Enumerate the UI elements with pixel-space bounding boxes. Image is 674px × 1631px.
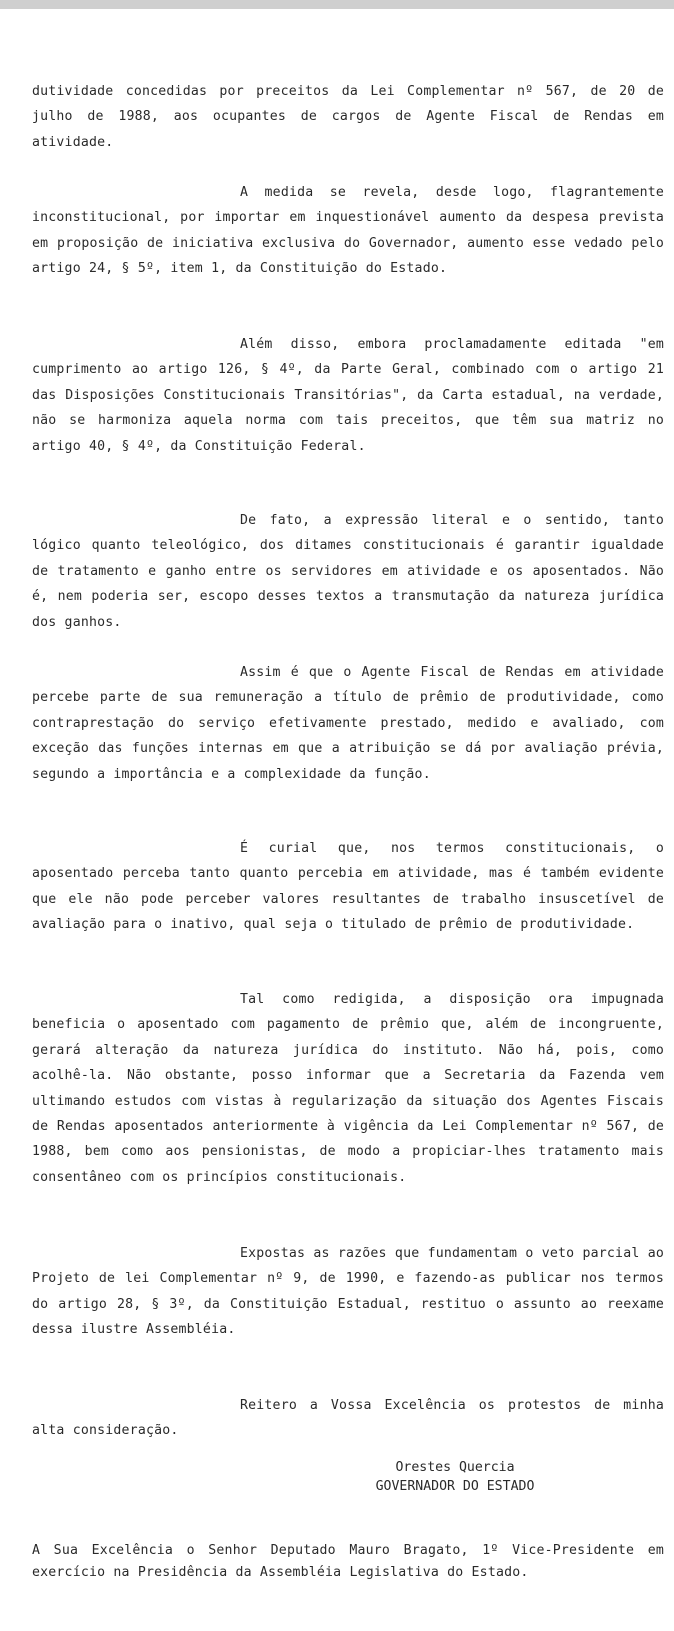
paragraph-4: De fato, a expressão literal e o sentido, tanto lógico quanto teleológico, dos ditames constitucionais é garantir igualdade de tratamento e ganho entre os servidores em atividade e os aposentados. Não é, nem poderia ser, escopo desses textos a transmutação da natureza jurídica dos ganhos.	[32, 513, 664, 630]
paragraph-8: Expostas as razões que fundamentam o veto parcial ao Projeto de lei Complementar nº 9, de 1990, e fazendo-as publicar nos termos do artigo 28, § 3º, da Constituição Estadual, restituo o assunto ao reexame dessa ilustre Assembléia.	[32, 1246, 664, 1338]
signature-block	[340, 1458, 570, 1496]
paragraph-2: A medida se revela, desde logo, flagrantemente inconstitucional, por importar em inquestionável aumento da despesa prevista em proposição de iniciativa exclusiva do Governador, aumento esse vedado pelo artigo 24, § 5º, item 1, da Constituição do Estado.	[32, 185, 664, 277]
paragraph-5: Assim é que o Agente Fiscal de Rendas em atividade percebe parte de sua remuneração a título de prêmio de produtividade, como contraprestação do serviço efetivamente prestado, medido e avaliado, com exceção das funções internas em que a atribuição se dá por avaliação prévia, segundo a importância e a complexidade da função.	[32, 665, 664, 782]
paragraph-6: É curial que, nos termos constitucionais, o aposentado perceba tanto quanto percebia em atividade, mas é também evidente que ele não pode perceber valores resultantes de trabalho insuscetível de avaliação para o inativo, qual seja o titulado de prêmio de produtividade.	[32, 841, 664, 933]
paragraph-1: dutividade concedidas por preceitos da Lei Complementar nº 567, de 20 de julho de 1988, aos ocupantes de cargos de Agente Fiscal de Rendas em atividade.	[32, 84, 664, 150]
paragraph-9: Reitero a Vossa Excelência os protestos de minha alta consideração.	[32, 1398, 664, 1439]
signature-title: GOVERNADOR DO ESTADO	[375, 1479, 535, 1494]
signature-name: Orestes Quercia	[395, 1460, 515, 1475]
addressee: A Sua Excelência o Senhor Deputado Mauro Bragato, 1º Vice-Presidente em exercício na Presidência da Assembléia Legislativa do Estado.	[32, 1543, 664, 1580]
paragraph-3: Além disso, embora proclamadamente editada "em cumprimento ao artigo 126, § 4º, da Parte Geral, combinado com o artigo 21 das Disposições Constitucionais Transitórias", da Carta estadual, na verdade, não se harmoniza aquela norma com tais preceitos, que têm sua matriz no artigo 40, § 4º, da Constituição Federal.	[32, 337, 664, 454]
paragraph-7: Tal como redigida, a disposição ora impugnada beneficia o aposentado com pagamento de prêmio que, além de incongruente, gerará alteração da natureza jurídica do instituto. Não há, pois, como acolhê-la. Não obstante, posso informar que a Secretaria da Fazenda vem ultimando estudos com vistas à regularização da situação dos Agentes Fiscais de Rendas aposentados anteriormente à vigência da Lei Complementar nº 567, de 1988, bem como aos pensionistas, de modo a propiciar-lhes tratamento mais consentâneo com os princípios constitucionais.	[32, 992, 664, 1185]
